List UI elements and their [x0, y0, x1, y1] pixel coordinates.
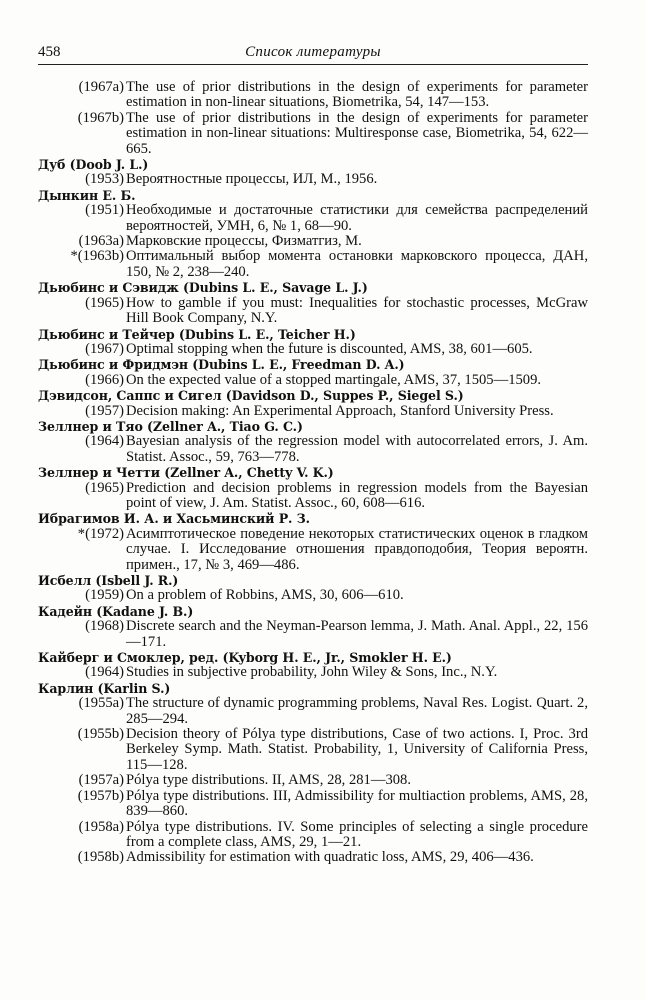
reference-text: Admissibility for estimation with quadratic loss, AMS, 29, 406—436. [126, 849, 534, 866]
reference-entry [38, 203, 588, 234]
reference-year: (1966) [85, 371, 124, 388]
reference-text: The use of prior distributions in the design of experiments for parameter estimation in non-linear situations: Multiresponse case, Biometrika, 54, 622—665. [126, 109, 588, 157]
reference-entry [38, 342, 588, 357]
reference-text: Pólya type distributions. III, Admissibility for multiaction problems, AMS, 28, 839—860. [126, 787, 588, 820]
reference-year: (1965) [85, 294, 124, 311]
author-heading: Зеллнер и Четти (Zellner A., Chetty V. K.) [38, 465, 334, 481]
reference-entry [38, 111, 588, 157]
author-heading: Ибрагимов И. А. и Хасьминский Р. З. [38, 511, 310, 527]
reference-entry [38, 527, 588, 573]
reference-entry [38, 773, 588, 788]
reference-entry [38, 481, 588, 512]
reference-year: (1967b) [77, 109, 124, 126]
reference-text: Studies in subjective probability, John Wiley & Sons, Inc., N.Y. [126, 664, 498, 681]
author-heading: Дьюбинс и Тейчер (Dubins L. E., Teicher H.) [38, 326, 356, 342]
reference-text: How to gamble if you must: Inequalities for stochastic processes, McGraw Hill Book Company, N.Y. [126, 294, 588, 327]
reference-year: (1951) [85, 202, 124, 219]
reference-entry [38, 820, 588, 851]
reference-entry [38, 373, 588, 388]
reference-year: (1957b) [77, 787, 124, 804]
reference-year: (1959) [85, 587, 124, 604]
reference-entry [38, 696, 588, 727]
reference-year: (1953) [85, 171, 124, 188]
reference-text: On the expected value of a stopped martingale, AMS, 37, 1505—1509. [126, 371, 542, 388]
author-heading: Карлин (Karlin S.) [38, 680, 171, 696]
reference-year: (1965) [85, 479, 124, 496]
reference-entry [38, 850, 588, 865]
author-heading: Дэвидсон, Саппс и Сигел (Davidson D., Suppes P., Siegel S.) [38, 388, 464, 404]
reference-text: Optimal stopping when the future is discounted, AMS, 38, 601—605. [126, 340, 533, 357]
reference-text: Decision theory of Pólya type distributions, Case of two actions. I, Proc. 3rd Berkeley Symp. Math. Statist. Probability, 1, University of California Press, 115—128. [126, 726, 588, 773]
reference-text: The use of prior distributions in the design of experiments for parameter estimation in non-linear situations, Biometrika, 54, 147—153. [126, 79, 588, 111]
reference-year: (1964) [85, 664, 124, 681]
page-header [38, 44, 588, 65]
author-heading: Кадейн (Kadane J. B.) [38, 603, 194, 619]
reference-text: Оптимальный выбор момента остановки марковского процесса, ДАН, 150, № 2, 238—240. [126, 248, 588, 280]
reference-year: (1963a) [78, 233, 124, 250]
reference-entry [38, 404, 588, 419]
reference-text: Pólya type distributions. IV. Some principles of selecting a single procedure from a complete class, AMS, 29, 1—21. [126, 818, 588, 850]
author-heading: Дьюбинс и Сэвидж (Dubins L. E., Savage L. J.) [38, 280, 368, 296]
reference-entry [38, 80, 588, 111]
reference-text: Decision making: An Experimental Approach, Stanford University Press. [126, 402, 554, 419]
reference-year: (1964) [85, 433, 124, 450]
reference-text: On a problem of Robbins, AMS, 30, 606—610. [126, 587, 404, 604]
reference-entry [38, 588, 588, 603]
reference-year: (1967a) [78, 79, 124, 95]
reference-year: (1958b) [77, 849, 124, 866]
reference-entry [38, 434, 588, 465]
reference-text: Вероятностные процессы, ИЛ, М., 1956. [126, 171, 378, 188]
reference-year: (1955b) [77, 726, 124, 743]
reference-year: (1967) [85, 340, 124, 357]
reference-year: *(1972) [77, 525, 124, 542]
reference-text: Prediction and decision problems in regression models from the Bayesian point of view, J. Am. Statist. Assoc., 60, 608—616. [126, 479, 588, 511]
page-number: 458 [38, 44, 61, 60]
reference-text: The structure of dynamic programming problems, Naval Res. Logist. Quart. 2, 285—294. [126, 695, 588, 727]
reference-year: *(1963b) [70, 248, 124, 265]
reference-year: (1957) [85, 402, 124, 419]
author-heading: Дьюбинс и Фридмэн (Dubins L. E., Freedman D. A.) [38, 357, 405, 373]
reference-text: Discrete search and the Neyman-Pearson lemma, J. Math. Anal. Appl., 22, 156—171. [126, 618, 588, 650]
running-title: Список литературы [245, 44, 381, 60]
author-heading: Кайберг и Смоклер, ред. (Kyborg H. E., Jr., Smokler H. E.) [38, 650, 452, 666]
reference-year: (1958a) [78, 818, 124, 835]
reference-entry [38, 789, 588, 820]
reference-text: Pólya type distributions. II, AMS, 28, 281—308. [126, 772, 411, 789]
reference-text: Bayesian analysis of the regression model with autocorrelated errors, J. Am. Statist. Assoc., 59, 763—778. [126, 433, 588, 465]
reference-entry [38, 296, 588, 327]
reference-entry [38, 249, 588, 280]
reference-text: Необходимые и достаточные статистики для семейства распределений вероятностей, УМН, 6, № 1, 68—90. [126, 202, 588, 234]
reference-entry [38, 172, 588, 187]
reference-entry [38, 619, 588, 650]
reference-text: Асимптотическое поведение некоторых статистических оценок в гладком случае. I. Исследование отношения правдоподобия, Теория вероятн. примен., 17, № 3, 469—486. [126, 525, 588, 573]
reference-entry [38, 727, 588, 773]
author-heading: Дынкин Е. Б. [38, 187, 136, 203]
reference-entry [38, 665, 588, 680]
reference-year: (1957a) [78, 772, 124, 789]
reference-year: (1968) [85, 618, 124, 635]
reference-text: Марковские процессы, Физматгиз, М. [126, 233, 362, 250]
bibliography-list [38, 80, 588, 866]
reference-entry [38, 234, 588, 249]
author-heading: Зеллнер и Тяо (Zellner A., Tiao G. C.) [38, 418, 303, 434]
reference-year: (1955a) [78, 695, 124, 712]
author-heading: Исбелл (Isbell J. R.) [38, 573, 179, 588]
author-heading: Дуб (Doob J. L.) [38, 157, 149, 173]
